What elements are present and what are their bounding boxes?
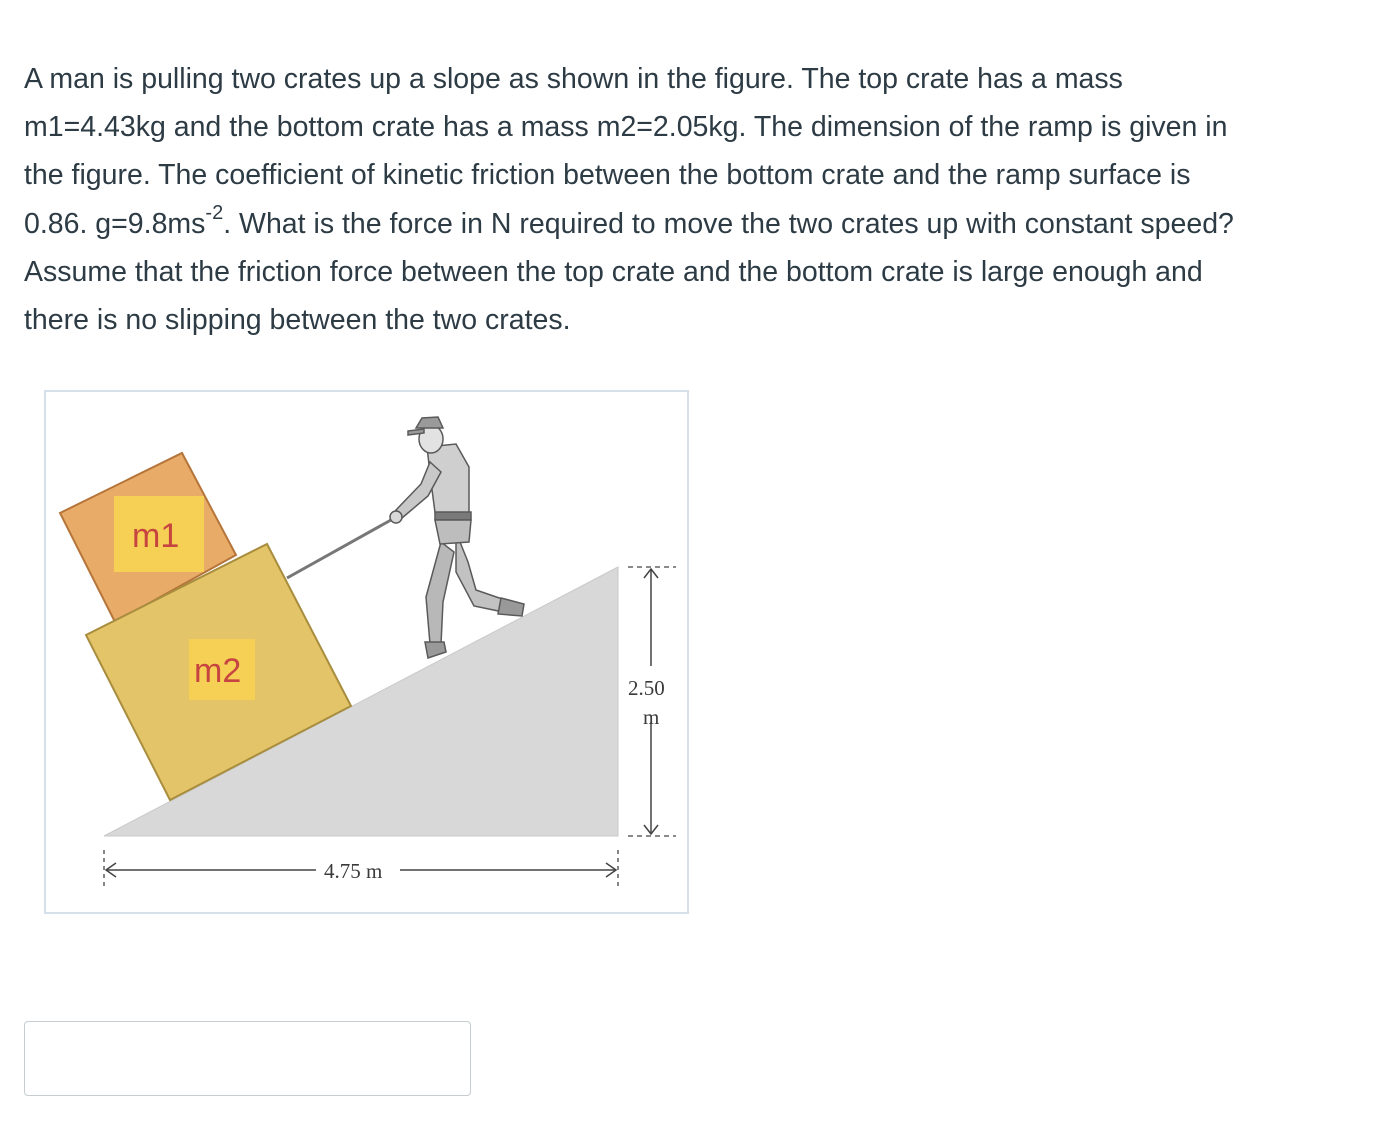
rope	[287, 520, 391, 578]
figure	[44, 390, 689, 914]
question-line-5: Assume that the friction force between the top crate and the bottom crate is large enough and	[24, 255, 1203, 288]
question-line-6: there is no slipping between the two crates.	[24, 304, 571, 337]
question-text	[24, 55, 1384, 344]
question-line-2: m1=4.43kg and the bottom crate has a mass m2=2.05kg. The dimension of the ramp is given in	[24, 111, 1228, 144]
question-line-4-start: 0.86. g=9.8ms	[24, 207, 206, 240]
height-dimension	[628, 567, 676, 836]
top-crate-label: m1	[132, 517, 180, 555]
question-line-3: the figure. The coefficient of kinetic friction between the bottom crate and the ramp surface is	[24, 159, 1191, 192]
question-line-4-end: . What is the force in N required to move the two crates up with constant speed?	[223, 207, 1234, 240]
exponent: -2	[205, 202, 224, 225]
answer-input[interactable]	[24, 1021, 471, 1096]
height-value: 2.50	[628, 676, 665, 700]
height-unit: m	[643, 705, 660, 729]
bottom-crate-label: m2	[194, 652, 242, 690]
man-icon	[390, 417, 524, 658]
ramp-figure	[46, 392, 691, 916]
question-line-1: A man is pulling two crates up a slope as shown in the figure. The top crate has a mass	[24, 63, 1123, 95]
width-label: 4.75 m	[324, 859, 383, 883]
question-line-4	[24, 200, 1384, 248]
